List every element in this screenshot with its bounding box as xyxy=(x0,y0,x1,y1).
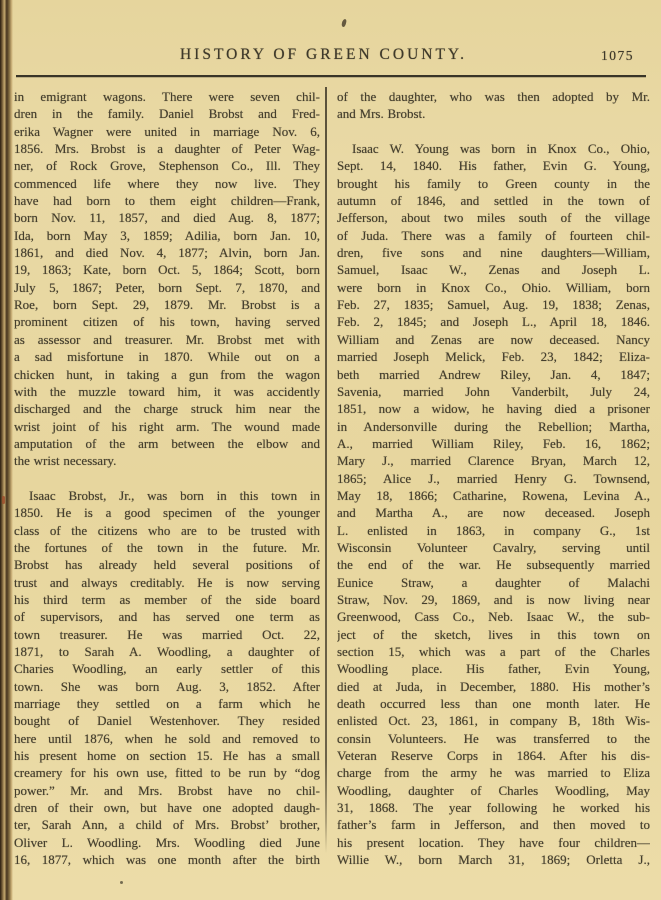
text-line: 31, 1868. The year following he worked his xyxy=(337,800,650,816)
text-line: ner, of Rock Grove, Stephenson Co., Ill. They xyxy=(14,158,320,174)
text-line: consin Volunteers. He was transferred to the xyxy=(337,730,650,746)
text-line: his third term as member of the side board xyxy=(14,591,320,607)
text-line: wrist joint of his right arm. The wound made xyxy=(14,418,320,434)
text-line: Ida, born May 3, 1859; Adilia, born Jan. 10, xyxy=(14,227,320,243)
book-binding-gutter xyxy=(0,0,13,900)
text-line: Sept. 14, 1840. His father, Evin G. Young, xyxy=(337,158,650,174)
text-line: the wrist necessary. xyxy=(14,453,117,469)
text-line: 1871, to Sarah A. Woodling, a daughter of xyxy=(14,644,320,659)
text-line: married Joseph Melick, Feb. 23, 1842; Eliza- xyxy=(337,349,650,365)
text-line: Woodling, daughter of Charles Woodling, May xyxy=(337,782,650,798)
text-line: Savenia, married John Vanderbilt, July 24, xyxy=(337,383,650,399)
header-rule xyxy=(16,75,646,77)
text-line: Greenwood, Cass Co., Neb. Isaac W., the sub- xyxy=(337,609,650,625)
text-line: death occurred less than one month later. He xyxy=(337,696,650,712)
text-line: Isaac Brobst, Jr., was born in this town in xyxy=(29,487,320,503)
text-line: Willie W., born March 31, 1869; Orletta J., xyxy=(337,852,650,868)
text-line: of Juda. There was a family of fourteen chil- xyxy=(337,227,650,243)
text-line: Charies Woodling, an early settler of this xyxy=(14,661,320,677)
text-line: Samuel, Isaac W., Zenas and Joseph L. xyxy=(337,262,650,278)
text-line: and Martha A., are now deceased. Joseph xyxy=(337,505,650,521)
text-line: Brobst has already held several positions of xyxy=(14,557,320,573)
text-line: chicken hunt, in taking a gun from the wagon xyxy=(14,366,320,382)
text-line: in Andersonville during the Rebellion; Martha, xyxy=(337,418,650,434)
text-line: July 5, 1867; Peter, born Sept. 7, 1870, and xyxy=(14,279,320,295)
text-line: a sad misfortune in 1870. While out on a xyxy=(14,349,320,365)
text-line: town treasurer. He was married Oct. 22, xyxy=(14,626,320,642)
text-line: commenced life where they now live. They xyxy=(14,175,320,191)
text-line: as assessor and treasurer. Mr. Brobst met with xyxy=(14,331,320,347)
text-line: May 18, 1866; Catharine, Rowena, Levina A., xyxy=(337,487,650,503)
text-line: Oliver L. Woodling. Mrs. Woodling died June xyxy=(14,834,320,850)
red-ink-speck xyxy=(2,496,5,504)
text-line: ter, Sarah Ann, a child of Mrs. Brobst’ brother, xyxy=(14,817,320,833)
text-line: Wisconsin Volunteer Cavalry, serving until xyxy=(337,539,650,555)
text-line: marriage they settled on a farm which he xyxy=(14,696,320,712)
text-line: Veteran Reserve Corps in 1864. After his dis- xyxy=(337,748,650,764)
text-line: 1865; Alice J., married Henry G. Townsend, xyxy=(337,470,650,486)
text-line: prominent citizen of his town, having served xyxy=(14,314,320,330)
text-line: his present home on section 15. He has a small xyxy=(14,748,320,764)
text-line: of the daughter, who was then adopted by Mr. xyxy=(337,89,650,104)
text-line: section 15, which was a part of the Charles xyxy=(337,644,650,659)
text-line: A., married William Riley, Feb. 16, 1862; xyxy=(337,435,650,451)
text-line: 19, 1863; Kate, born Oct. 5, 1864; Scott, born xyxy=(14,262,320,278)
text-line: trust and always creditably. He is now serving xyxy=(14,574,320,590)
text-line: 1851, now a widow, he having died a prisoner xyxy=(337,401,650,417)
text-line xyxy=(337,123,650,140)
text-line: were born in Knox Co., Ohio. William, born xyxy=(337,279,650,295)
text-line: in emigrant wagons. There were seven chil- xyxy=(14,89,320,104)
print-artifact-speck xyxy=(341,19,347,28)
text-line: charge from the army he was married to Eliza xyxy=(337,765,650,781)
text-column-right xyxy=(337,88,650,868)
text-line: Straw, Nov. 29, 1869, and is now living near xyxy=(337,591,650,607)
text-line: William and Zenas are now deceased. Nancy xyxy=(337,331,650,347)
text-column-left xyxy=(14,88,320,868)
text-line: dren of their own, but have one adopted daugh- xyxy=(14,800,320,816)
text-line: Woodling place. His father, Evin Young, xyxy=(337,661,650,677)
text-line: Roe, born Sept. 29, 1879. Mr. Brobst is a xyxy=(14,297,320,313)
text-line: enlisted Oct. 23, 1861, in company B, 18th Wis- xyxy=(337,713,650,729)
text-line: father’s farm in Jefferson, and then moved to xyxy=(337,817,650,833)
column-divider-rule xyxy=(325,87,327,853)
text-line: bought of Daniel Westenhover. They resided xyxy=(14,713,320,729)
text-line: beth married Andrew Riley, Jan. 4, 1847; xyxy=(337,366,650,382)
text-line: creamery for his own use, fitted to be run by “dog xyxy=(14,765,320,781)
text-line: class of the citizens who are to be trusted with xyxy=(14,522,320,538)
text-line: Eunice Straw, a daughter of Malachi xyxy=(337,574,650,590)
text-line: with the muzzle toward him, it was accidently xyxy=(14,383,320,399)
text-line: and Mrs. Brobst. xyxy=(337,106,426,122)
stray-ink-dot xyxy=(120,881,123,884)
text-line: amputation of the arm between the elbow and xyxy=(14,435,320,451)
text-line: brought his family to Green county in the xyxy=(337,175,650,191)
text-line: Jefferson, about two miles south of the village xyxy=(337,210,650,226)
text-line: autumn of 1846, and settled in the town of xyxy=(337,193,650,209)
text-line: Isaac W. Young was born in Knox Co., Ohio, xyxy=(352,141,650,157)
text-line: L. enlisted in 1863, in company G., 1st xyxy=(337,522,650,538)
text-line: discharged and the charge struck him near the xyxy=(14,401,320,417)
text-line: his present location. They have four children— xyxy=(337,834,650,850)
text-line: erika Wagner were united in marriage Nov. 6, xyxy=(14,123,320,139)
text-line xyxy=(14,470,320,487)
text-line: 1850. He is a good specimen of the younger xyxy=(14,505,320,521)
text-line: 16, 1877, which was one month after the birth xyxy=(14,852,320,868)
text-line: of supervisors, and has served one term as xyxy=(14,609,320,625)
text-line: town. She was born Aug. 3, 1852. After xyxy=(14,678,320,694)
text-line: died at Juda, in December, 1880. His mother’s xyxy=(337,678,650,694)
text-line: dren, five sons and nine daughters—William, xyxy=(337,245,650,261)
text-line: the fortunes of the town in the future. Mr. xyxy=(14,539,320,555)
text-line: Feb. 2, 1845; and Joseph L., April 18, 1846. xyxy=(337,314,650,330)
page-number: 1075 xyxy=(601,48,634,63)
text-line: here until 1876, when he sold and removed to xyxy=(14,730,320,746)
text-line: power.” Mr. and Mrs. Brobst have no chil- xyxy=(14,782,320,798)
text-line: 1861, and died Nov. 4, 1877; Alvin, born Jan. xyxy=(14,245,320,261)
text-line: born Nov. 11, 1857, and died Aug. 8, 1877; xyxy=(14,210,320,226)
text-line: dren in the family. Daniel Brobst and Fred- xyxy=(14,106,320,122)
text-line: Feb. 27, 1835; Samuel, Aug. 19, 1838; Zenas, xyxy=(337,297,650,313)
text-line: 1856. Mrs. Brobst is a daughter of Peter Wag- xyxy=(14,141,320,157)
text-line: the end of the war. He subsequently married xyxy=(337,557,650,573)
text-line: have had born to them eight children—Frank, xyxy=(14,193,320,209)
text-line: Mary J., married Clarence Bryan, March 12, xyxy=(337,453,650,469)
running-head-title: HISTORY OF GREEN COUNTY. xyxy=(179,46,468,63)
text-line: ject of the sketch, lives in this town on xyxy=(337,626,650,642)
